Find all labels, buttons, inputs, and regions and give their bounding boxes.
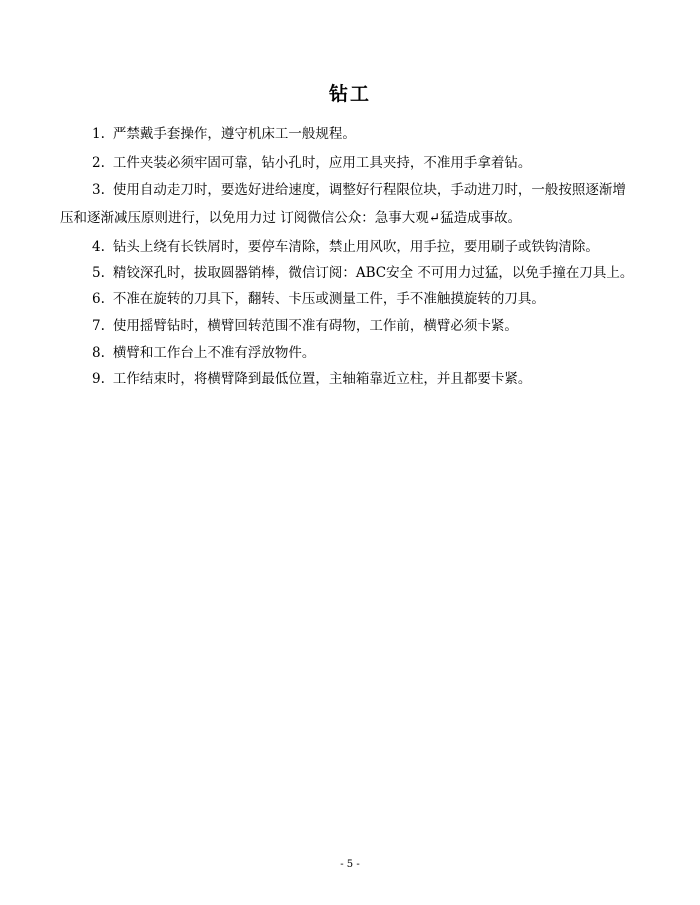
list-item — [92, 344, 315, 362]
item-text: 横臂和工作台上不准有浮放物件。 — [112, 345, 316, 361]
list-item — [92, 154, 531, 172]
item-number: 6. — [92, 291, 105, 307]
item-text: 严禁戴手套操作，遵守机床工一般规程。 — [112, 126, 356, 142]
item-number: 2. — [92, 155, 105, 171]
list-item-continuation: 压和逐渐减压原则进行，以免用力过 订阅微信公众：急事大观↵猛造成事故。 — [60, 210, 522, 226]
item-number: 5. — [92, 265, 105, 281]
item-text: 使用摇臂钻时，横臂回转范围不准有碍物，工作前，横臂必须卡紧。 — [112, 318, 518, 334]
item-text: 精铰深孔时，拔取圆器销棒，微信订阅：ABC安全 不可用力过猛，以免手撞在刀具上。 — [112, 265, 634, 281]
item-text: 不准在旋转的刀具下，翻转、卡压或测量工件，手不准触摸旋转的刀具。 — [112, 291, 545, 307]
list-item — [92, 317, 518, 335]
item-number: 9. — [92, 371, 105, 387]
item-number: 8. — [92, 345, 105, 361]
item-text: 钻头上绕有长铁屑时，要停车清除，禁止用风吹，用手拉，要用刷子或铁钩清除。 — [112, 239, 599, 255]
item-text: 工件夹装必须牢固可靠，钻小孔时，应用工具夹持，不准用手拿着钻。 — [112, 155, 532, 171]
list-item — [92, 290, 545, 308]
list-item — [92, 370, 531, 388]
page-number: - 5 - — [340, 859, 360, 870]
list-item — [92, 264, 633, 282]
item-text: 使用自动走刀时，要选好进给速度，调整好行程限位块，手动进刀时，一般按照逐渐增 — [112, 182, 626, 198]
item-number: 1. — [92, 126, 105, 142]
list-item — [92, 238, 599, 256]
item-number: 3. — [92, 182, 105, 198]
item-number: 7. — [92, 318, 105, 334]
list-item — [92, 125, 356, 143]
list-item — [92, 181, 626, 199]
page-title: 钻工 — [328, 83, 371, 105]
item-text: 工作结束时，将横臂降到最低位置，主轴箱靠近立柱，并且都要卡紧。 — [112, 371, 532, 387]
item-number: 4. — [92, 239, 105, 255]
